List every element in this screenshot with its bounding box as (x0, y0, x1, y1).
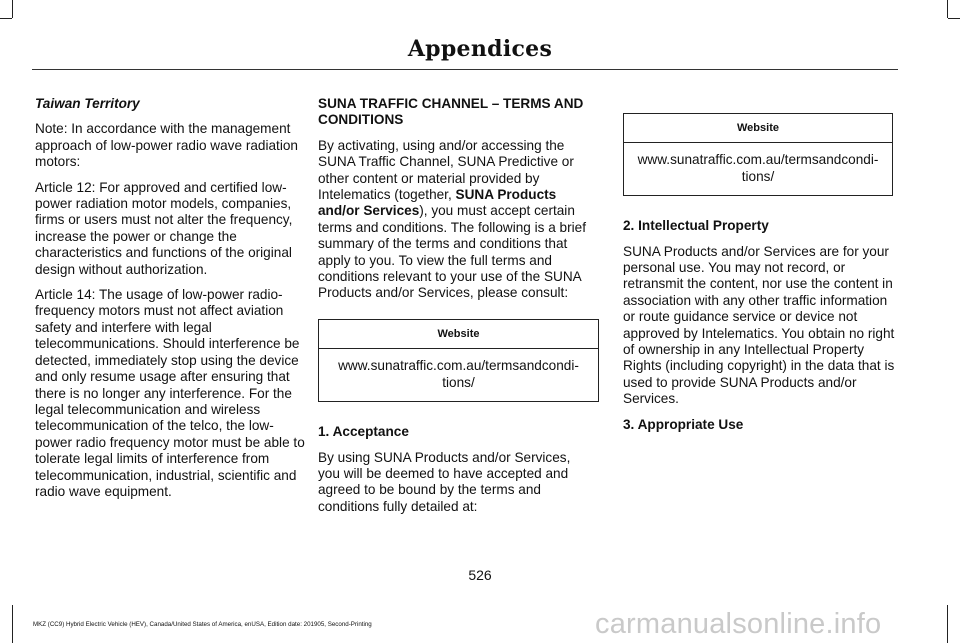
intro-text-bold: SUNA Products and/or Services (318, 187, 557, 219)
paragraph-intellectual-property: SUNA Products and/or Services are for your personal use. You may not record, or retransmit the content, nor use the content in association with any other traffic information or route guidance service or device not approved by Intelematics. You obtain no right of ownership in any Intellectual Property Rights (including copyright) in the data that is used to provide SUNA Products and/or Services. (623, 243, 895, 407)
column-suna-terms (318, 96, 590, 524)
paragraph-suna-intro (318, 138, 590, 302)
section-heading-taiwan: Taiwan Territory (35, 96, 140, 111)
section-heading-suna: SUNA TRAFFIC CHANNEL – TERMS AND CONDITIONS (318, 96, 584, 128)
watermark: carmanualsonline.info (595, 608, 882, 640)
footer-edition-text: MKZ (CC9) Hybrid Electric Vehicle (HEV), Canada/United States of America, enUSA, Edition date: 201905, Second-Printing (33, 621, 372, 628)
crop-mark (948, 18, 960, 19)
page-title: Appendices (407, 36, 553, 62)
column-taiwan (35, 96, 307, 509)
paragraph-article-12: Article 12: For approved and certified low-power radiation motor models, companies, firms or users must not alter the frequency, increase the power or change the characteristics and functions of the original design without authorization. (35, 179, 293, 277)
section-heading-acceptance: 1. Acceptance (318, 424, 409, 440)
header-divider (32, 69, 898, 70)
page-number: 526 (468, 567, 492, 583)
crop-mark (947, 605, 948, 643)
crop-mark (947, 0, 948, 18)
paragraph-acceptance: By using SUNA Products and/or Services, you will be deemed to have accepted and agreed to be bound by the terms and conditions fully detailed at: (318, 449, 571, 514)
crop-mark (0, 18, 12, 19)
section-heading-appropriate-use: 3. Appropriate Use (623, 416, 744, 432)
website-table-header: Website (319, 319, 599, 348)
paragraph-article-14: Article 14: The usage of low-power radio-frequency motors must not affect aviation safety and interfere with legal telecommunications. Should interference be detected, immediately stop using the device and only resume usage after ensuring that there is no longer any interference. For the legal telecommunication and wireless telecommunication of the telco, the low-power radio frequency motor must be able to tolerate legal limits of interference from telecommunication, industrial, scientific and radio wave equipment. (35, 287, 305, 499)
website-table (318, 319, 599, 402)
crop-mark (12, 0, 13, 18)
website-url[interactable]: www.sunatraffic.com.au/termsandcondi-tions/ (319, 349, 599, 402)
column-suna-continued (623, 113, 895, 442)
section-heading-intellectual-property: 2. Intellectual Property (623, 218, 769, 234)
paragraph-note: Note: In accordance with the management approach of low-power radio wave radiation motors: (35, 121, 298, 170)
intro-text-end: ), you must accept certain terms and conditions. The following is a brief summary of the terms and conditions that apply to you. To view the full terms and conditions relevant to your use of the SUNA Products and/or Services, please consult: (318, 203, 586, 301)
website-table-header: Website (624, 114, 893, 143)
website-url[interactable]: www.sunatraffic.com.au/termsandcondi-tions/ (624, 143, 893, 196)
intro-text-start: By activating, using and/or accessing the SUNA Traffic Channel, SUNA Predictive or other content or material provided by Intelematics (together, (318, 137, 574, 203)
crop-mark (12, 605, 13, 643)
website-table (623, 113, 893, 196)
